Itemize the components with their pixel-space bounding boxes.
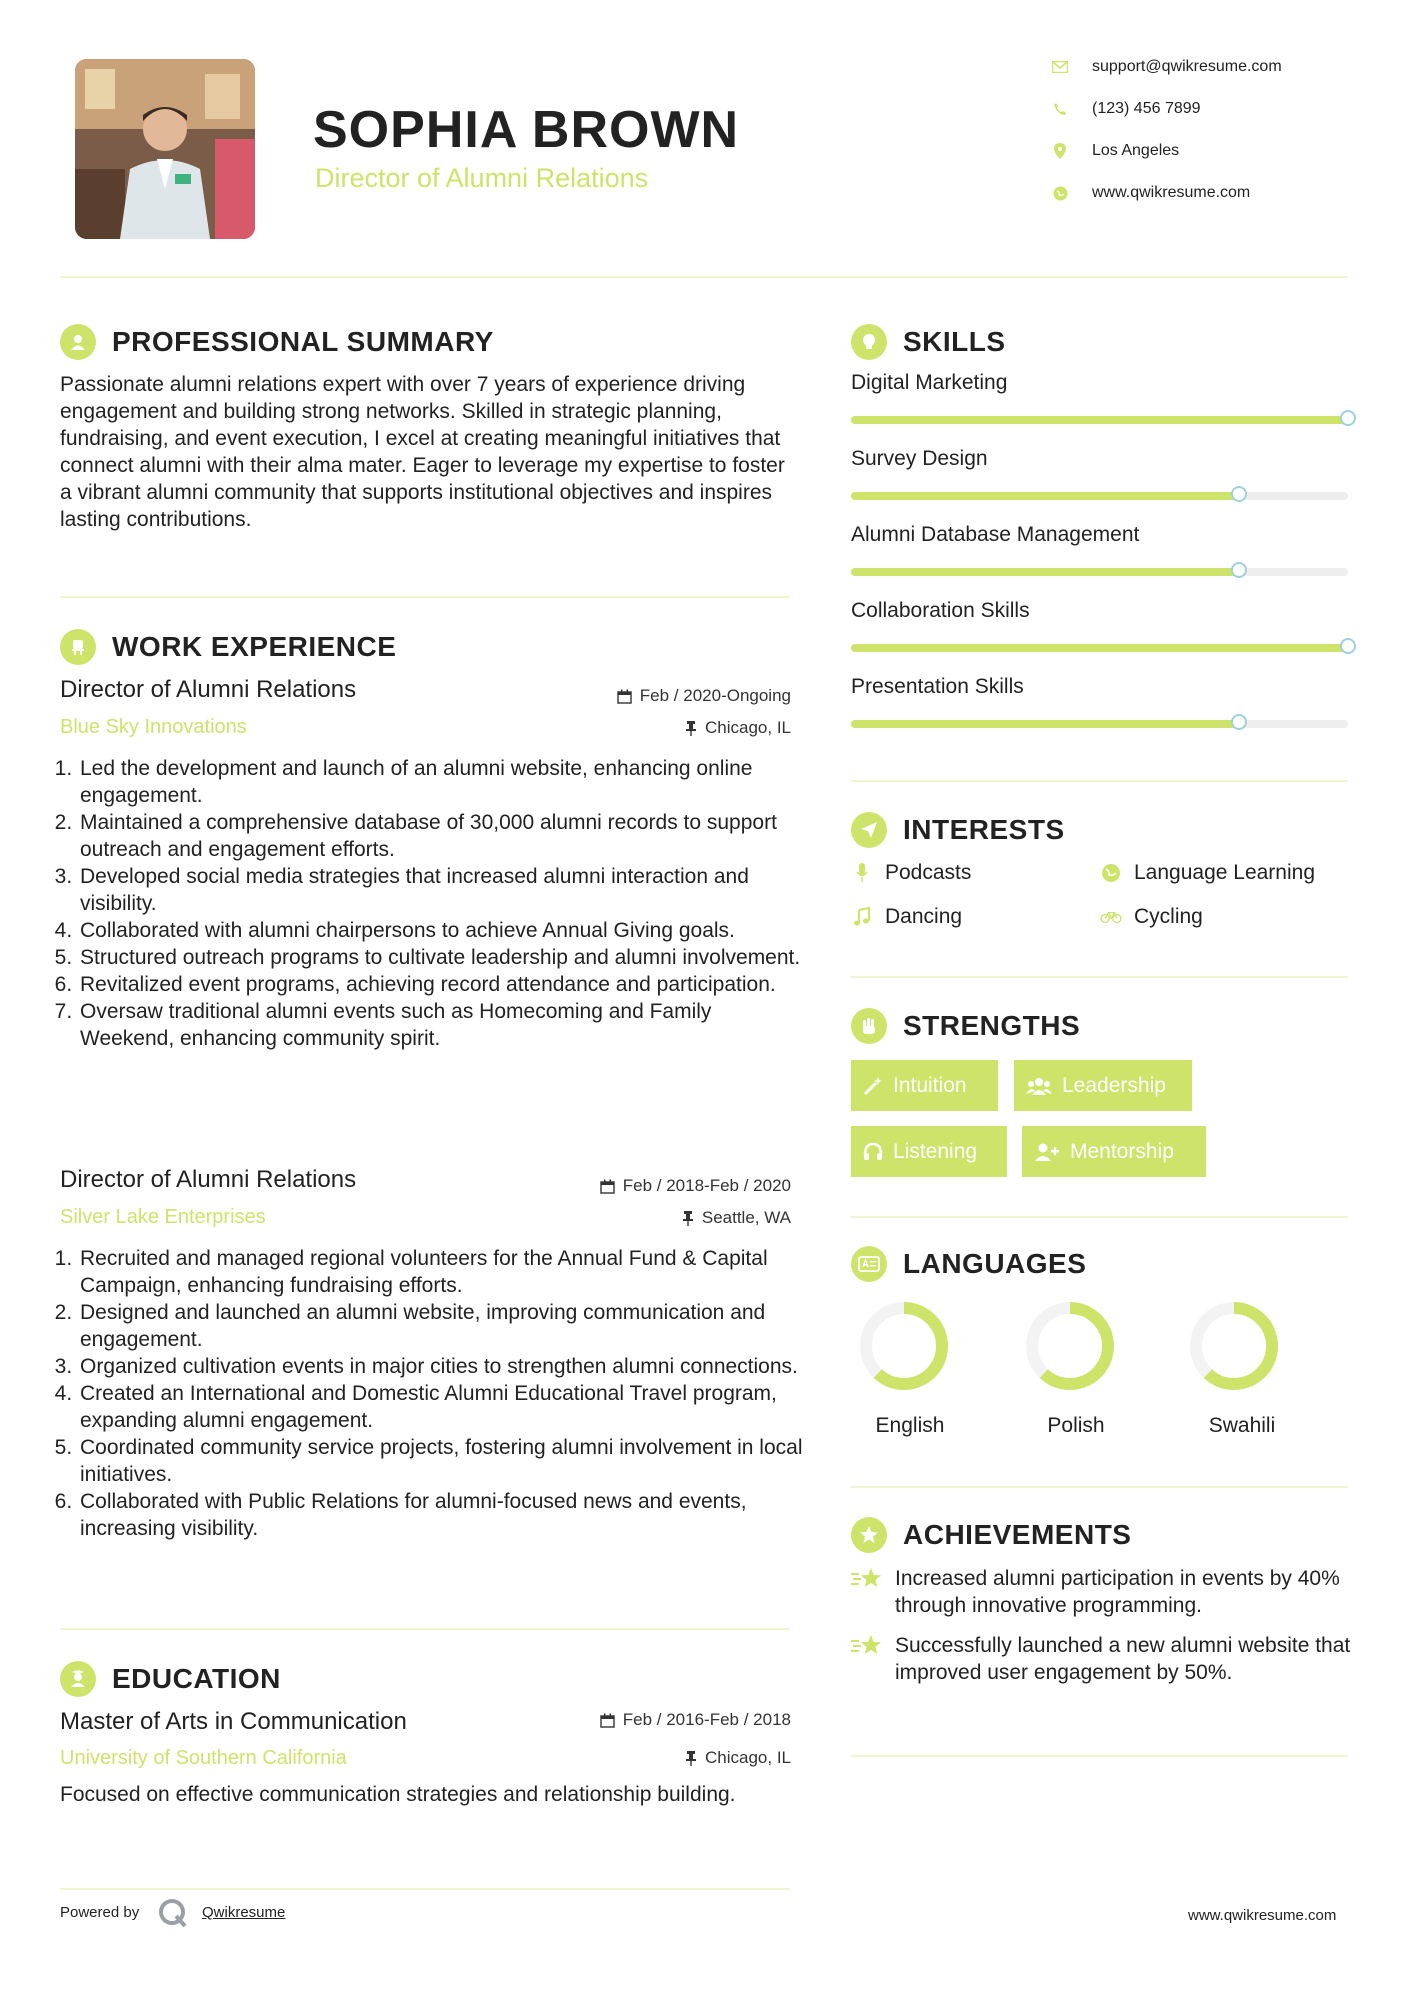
magic-wand-icon <box>863 1076 883 1096</box>
strength-leadership <box>1014 1060 1192 1111</box>
footer-brand-link[interactable]: Qwikresume <box>202 1904 286 1921</box>
language-ring-swahili <box>1188 1300 1280 1392</box>
education-school: University of Southern California <box>60 1747 347 1769</box>
star-icon <box>851 1632 883 1686</box>
language-ring-english <box>858 1300 950 1392</box>
list-item: 5. Coordinated community service projects, fostering alumni involvement in local initiatives. <box>78 1434 808 1488</box>
skill-name: Collaboration Skills <box>851 599 1030 622</box>
strengths-heading <box>851 1008 1080 1044</box>
qwikresume-logo-icon <box>158 1898 188 1933</box>
candidate-role: Director of Alumni Relations <box>315 163 649 193</box>
summary-heading <box>60 324 494 360</box>
interests-title: INTERESTS <box>903 814 1065 845</box>
interest-label: Language Learning <box>1134 861 1316 884</box>
pin-icon <box>685 1751 697 1766</box>
job-1-dates <box>617 686 791 706</box>
interests-divider <box>851 976 1348 978</box>
skill-bar <box>851 416 1348 424</box>
headphones-icon <box>863 1142 883 1162</box>
strength-intuition <box>851 1060 998 1111</box>
interest-label: Cycling <box>1134 905 1203 928</box>
list-item: 5. Structured outreach programs to cultivate leadership and alumni involvement. <box>78 944 808 971</box>
strength-label: Intuition <box>893 1073 967 1097</box>
phone-icon <box>1052 101 1068 117</box>
skills-title: SKILLS <box>903 326 1006 357</box>
achievement-item <box>851 1565 1351 1619</box>
skill-bar <box>851 568 1348 576</box>
skill-bar <box>851 644 1348 652</box>
interest-cycling <box>1100 905 1203 929</box>
skill-bar-knob <box>1231 486 1247 502</box>
list-item: 4. Created an International and Domestic Alumni Educational Travel program, expanding alumni engagement. <box>78 1380 808 1434</box>
skill-bar-knob <box>1340 638 1356 654</box>
paper-plane-icon <box>851 812 887 848</box>
chair-icon <box>60 629 96 665</box>
graduate-icon <box>60 1661 96 1697</box>
skill-bar-knob <box>1231 714 1247 730</box>
languages-heading <box>851 1246 1086 1282</box>
languages-title: LANGUAGES <box>903 1248 1087 1279</box>
calendar-icon <box>617 689 632 704</box>
strength-mentorship <box>1022 1126 1206 1177</box>
interest-language-learning <box>1100 861 1315 885</box>
list-item: 1. Led the development and launch of an alumni website, enhancing online engagement. <box>78 755 808 809</box>
interests-heading <box>851 812 1065 848</box>
job-2-company: Silver Lake Enterprises <box>60 1206 266 1228</box>
bicycle-icon <box>1100 908 1122 926</box>
skills-divider <box>851 780 1348 782</box>
summary-divider <box>60 596 790 598</box>
interest-label: Dancing <box>885 905 963 928</box>
education-title: EDUCATION <box>112 1663 281 1694</box>
language-ring-polish <box>1024 1300 1116 1392</box>
footer-powered-by: Powered by <box>60 1904 140 1921</box>
strengths-title: STRENGTHS <box>903 1010 1081 1041</box>
experience-heading <box>60 629 396 665</box>
skill-bar-fill <box>851 720 1239 728</box>
strength-label: Leadership <box>1062 1073 1166 1097</box>
language-label-swahili: Swahili <box>1208 1414 1276 1437</box>
contact-email[interactable] <box>1052 58 1282 76</box>
achievements-title: ACHIEVEMENTS <box>903 1519 1132 1550</box>
achievement-text: Increased alumni participation in events by 40% through innovative programming. <box>895 1567 1340 1617</box>
achievement-item <box>851 1632 1351 1686</box>
microphone-icon <box>851 863 873 883</box>
job-2-dates-text: Feb / 2018-Feb / 2020 <box>622 1176 791 1195</box>
candidate-name: SOPHIA BROWN <box>313 101 740 159</box>
lightbulb-icon <box>851 324 887 360</box>
skill-name: Survey Design <box>851 447 988 470</box>
language-label-english: English <box>875 1414 945 1437</box>
job-1-location-text: Chicago, IL <box>705 718 791 737</box>
summary-title: PROFESSIONAL SUMMARY <box>112 326 494 357</box>
experience-divider <box>60 1628 790 1630</box>
skill-bar <box>851 492 1348 500</box>
list-item: 2. Designed and launched an alumni website, improving communication and engagement. <box>78 1299 808 1353</box>
user-plus-icon <box>1034 1142 1060 1162</box>
pin-icon <box>685 721 697 736</box>
education-heading <box>60 1661 281 1697</box>
job-2-title: Director of Alumni Relations <box>60 1166 357 1193</box>
user-icon <box>60 324 96 360</box>
skill-bar <box>851 720 1348 728</box>
strengths-divider <box>851 1216 1348 1218</box>
job-1-dates-text: Feb / 2020-Ongoing <box>639 686 791 705</box>
contact-location <box>1052 142 1179 160</box>
list-item: 6. Revitalized event programs, achieving record attendance and participation. <box>78 971 808 998</box>
header-divider <box>60 276 1348 278</box>
calendar-icon <box>600 1713 615 1728</box>
skills-heading <box>851 324 1006 360</box>
job-1-location <box>685 718 791 738</box>
list-item: 6. Collaborated with Public Relations for alumni-focused news and events, increasing visibility. <box>78 1488 808 1542</box>
job-1-company: Blue Sky Innovations <box>60 716 247 738</box>
skill-bar-fill <box>851 416 1348 424</box>
skill-name: Digital Marketing <box>851 371 1008 394</box>
contact-website[interactable] <box>1052 184 1250 202</box>
education-dates <box>600 1710 791 1730</box>
achievement-text: Successfully launched a new alumni website that improved user engagement by 50%. <box>895 1634 1351 1684</box>
contact-phone[interactable] <box>1052 100 1201 118</box>
star-badge-icon <box>851 1517 887 1553</box>
education-divider <box>60 1888 790 1890</box>
interest-dancing <box>851 905 962 929</box>
music-note-icon <box>851 907 873 927</box>
footer-url[interactable]: www.qwikresume.com <box>1188 1907 1337 1924</box>
contact-location-text: Los Angeles <box>1092 142 1180 159</box>
job-2-bullets <box>60 1245 808 1542</box>
experience-title: WORK EXPERIENCE <box>112 631 397 662</box>
skill-bar-knob <box>1340 410 1356 426</box>
skill-bar-fill <box>851 568 1239 576</box>
education-dates-text: Feb / 2016-Feb / 2018 <box>622 1710 791 1729</box>
strength-label: Mentorship <box>1070 1139 1174 1163</box>
language-icon <box>851 1246 887 1282</box>
job-1-bullets <box>60 755 808 1052</box>
skill-name: Alumni Database Management <box>851 523 1140 546</box>
globe-icon <box>1052 185 1068 201</box>
job-2-location-text: Seattle, WA <box>701 1208 791 1227</box>
summary-text: Passionate alumni relations expert with over 7 years of experience driving engagement and building strong networks. Skilled in strategic planning, fundraising, and event execution, I excel at creating meaningful initiatives that connect alumni with their alma mater. Eager to leverage my expertise to foster a vibrant alumni community that supports institutional objectives and inspires lasting contributions. <box>60 373 785 531</box>
strength-listening <box>851 1126 1007 1177</box>
contact-phone-text: (123) 456 7899 <box>1092 100 1201 117</box>
job-2-dates <box>600 1176 791 1196</box>
list-item: 3. Organized cultivation events in major cities to strengthen alumni connections. <box>78 1353 808 1380</box>
star-icon <box>851 1565 883 1619</box>
skill-name: Presentation Skills <box>851 675 1024 698</box>
job-2-location <box>682 1208 791 1228</box>
languages-divider <box>851 1486 1348 1488</box>
job-1-title: Director of Alumni Relations <box>60 676 357 703</box>
list-item: 3. Developed social media strategies that increased alumni interaction and visibility. <box>78 863 808 917</box>
users-icon <box>1026 1076 1052 1096</box>
education-location <box>685 1748 791 1768</box>
calendar-icon <box>600 1179 615 1194</box>
language-label-polish: Polish <box>1047 1414 1105 1437</box>
contact-email-text: support@qwikresume.com <box>1092 58 1282 75</box>
achievements-heading <box>851 1517 1131 1553</box>
globe-icon <box>1100 863 1122 883</box>
list-item: 4. Collaborated with alumni chairpersons to achieve Annual Giving goals. <box>78 917 808 944</box>
education-description: Focused on effective communication strategies and relationship building. <box>60 1783 736 1806</box>
skill-bar-fill <box>851 492 1239 500</box>
envelope-icon <box>1052 59 1068 75</box>
map-pin-icon <box>1052 143 1068 159</box>
education-location-text: Chicago, IL <box>705 1748 791 1767</box>
achievements-divider <box>851 1755 1348 1757</box>
list-item: 1. Recruited and managed regional volunteers for the Annual Fund & Capital Campaign, enhancing fundraising efforts. <box>78 1245 808 1299</box>
education-degree: Master of Arts in Communication <box>60 1708 407 1735</box>
interest-label: Podcasts <box>885 861 972 884</box>
strength-label: Listening <box>893 1139 978 1163</box>
profile-photo <box>75 59 255 239</box>
pin-icon <box>682 1211 694 1226</box>
list-item: 7. Oversaw traditional alumni events such as Homecoming and Family Weekend, enhancing community spirit. <box>78 998 808 1052</box>
list-item: 2. Maintained a comprehensive database of 30,000 alumni records to support outreach and engagement efforts. <box>78 809 808 863</box>
contact-website-text: www.qwikresume.com <box>1092 184 1251 201</box>
interest-podcasts <box>851 861 971 885</box>
skill-bar-fill <box>851 644 1348 652</box>
skill-bar-knob <box>1231 562 1247 578</box>
hand-icon <box>851 1008 887 1044</box>
